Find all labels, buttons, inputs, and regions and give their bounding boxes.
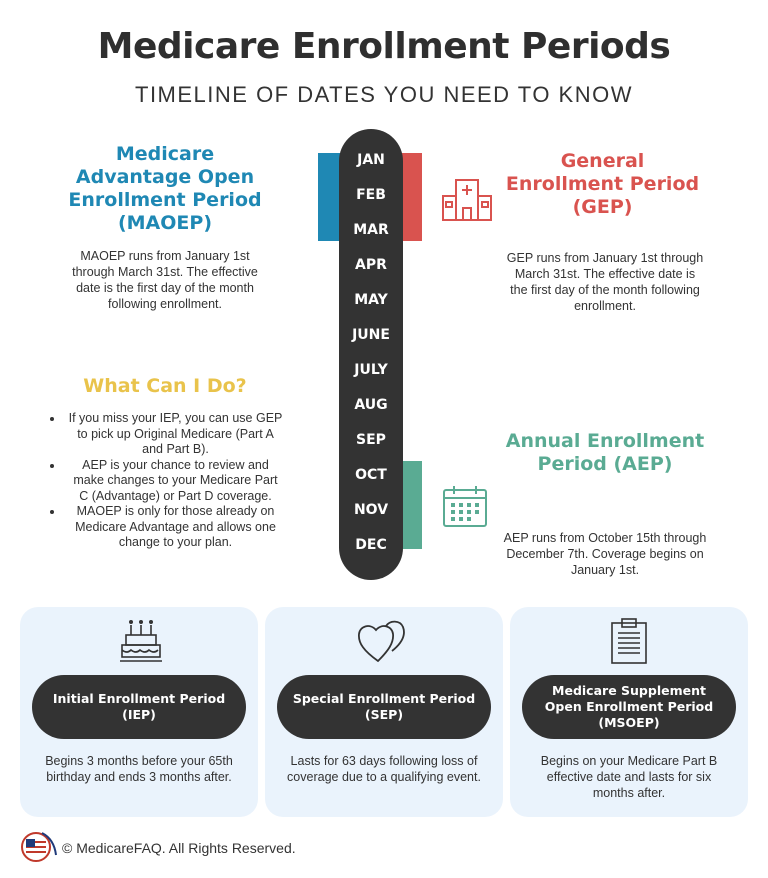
month-mar: MAR [353,222,389,238]
aep-title: Annual Enrollment Period (AEP) [505,430,705,475]
month-oct: OCT [355,467,387,483]
what-can-i-do-list [48,411,283,551]
page-title: Medicare Enrollment Periods [97,26,671,67]
month-july: JULY [354,362,388,378]
list-item: MAOEP is only for those already on Medicare Advantage and allows one change to your plan. [48,504,283,551]
month-dec: DEC [355,537,387,553]
month-nov: NOV [353,502,389,518]
medicarefaq-logo-icon [20,829,58,865]
month-jan: JAN [357,152,385,168]
maoep-title: Medicare Advantage Open Enrollment Period (MAOEP) [68,143,262,234]
month-feb: FEB [356,187,386,203]
sep-title: Special Enrollment Period (SEP) [277,675,491,739]
maoep-description: MAOEP runs from January 1st through March 31st. The effective date is the first day of the month following enrollment. [72,249,258,311]
calendar-icon [442,484,488,528]
msoep-card [510,607,748,817]
what-can-i-do-title: What Can I Do? [83,375,247,397]
month-sep: SEP [356,432,386,448]
sep-description: Lasts for 63 days following loss of coverage due to a qualifying event. [287,754,481,784]
list-item: AEP is your chance to review and make changes to your Medicare Part C (Advantage) or Part D coverage. [48,458,283,505]
month-june: JUNE [352,327,390,343]
footer-copyright: © MedicareFAQ. All Rights Reserved. [62,840,296,856]
msoep-title: Medicare Supplement Open Enrollment Period (MSOEP) [522,675,736,739]
msoep-description: Begins on your Medicare Part B effective date and lasts for six months after. [540,754,718,800]
birthday-cake-icon [119,617,163,667]
iep-title: Initial Enrollment Period (IEP) [32,675,246,739]
iep-description: Begins 3 months before your 65th birthday and ends 3 months after. [45,754,233,784]
clipboard-icon [609,617,649,665]
sep-card [265,607,503,817]
month-may: MAY [354,292,388,308]
iep-card [20,607,258,817]
month-aug: AUG [354,397,388,413]
aep-description: AEP runs from October 15th through December 7th. Coverage begins on January 1st. [503,531,707,577]
gep-description: GEP runs from January 1st through March 31st. The effective date is the first day of the month following enrollment. [506,251,704,313]
page-subtitle: TIMELINE OF DATES YOU NEED TO KNOW [135,82,633,107]
hearts-icon [356,617,412,667]
list-item: If you miss your IEP, you can use GEP to pick up Original Medicare (Part A and Part B). [48,411,283,458]
gep-title: General Enrollment Period (GEP) [505,150,700,218]
hospital-icon [440,176,494,222]
month-apr: APR [355,257,387,273]
